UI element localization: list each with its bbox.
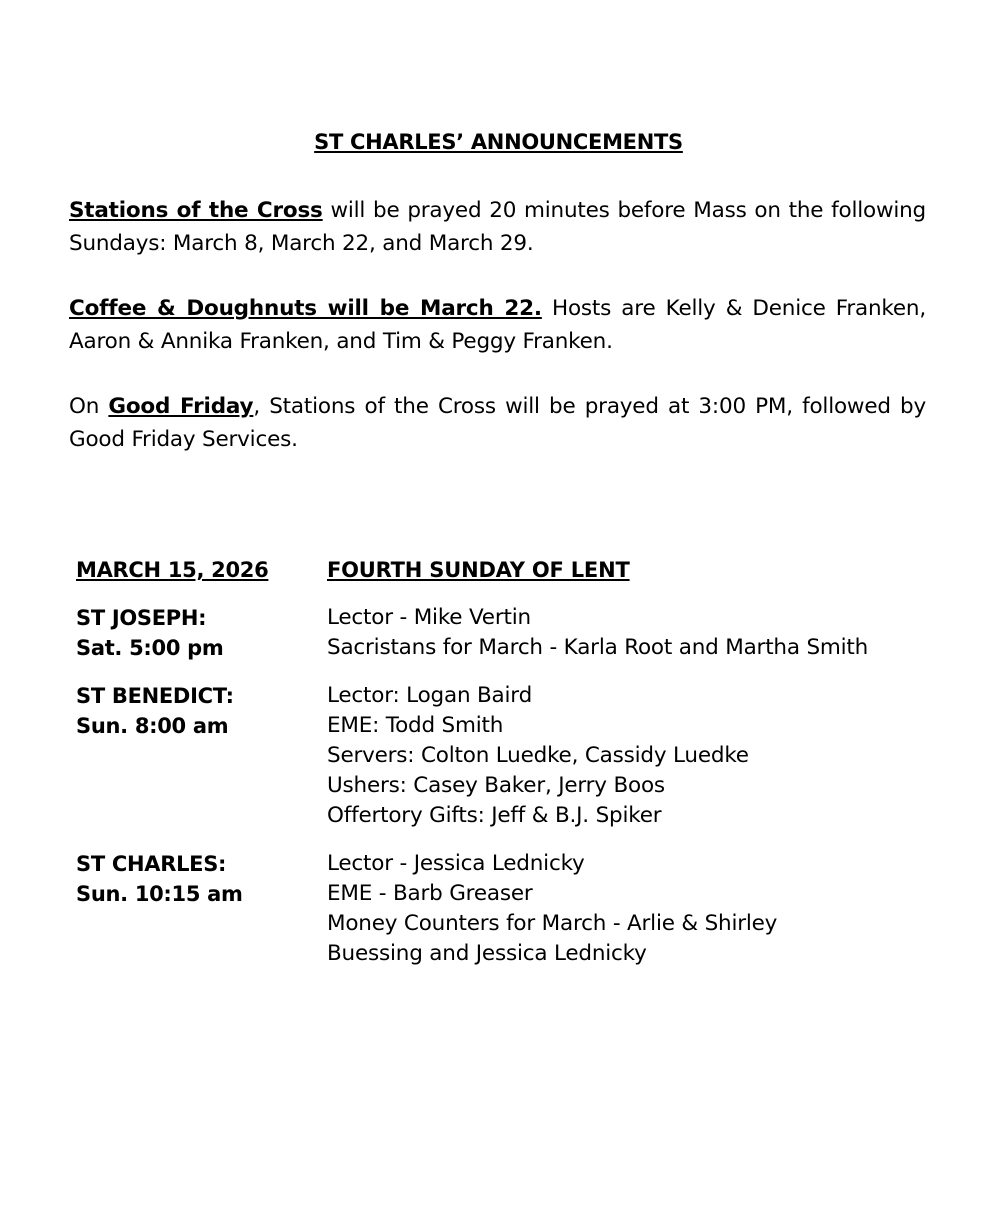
announcement-good-friday — [69, 390, 926, 456]
assignment-line: Lector: Logan Baird — [327, 683, 533, 708]
entry-parish: ST BENEDICT: — [76, 684, 234, 708]
entry-assignments — [327, 681, 936, 831]
announcement-heading: Good Friday — [108, 394, 254, 419]
announcement-heading: Stations of the Cross — [69, 198, 323, 223]
entry-assignments — [327, 849, 936, 969]
assignment-line: Sacristans for March - Karla Root and Martha Smith — [327, 635, 869, 660]
entry-parish-time — [76, 681, 327, 831]
announcement-prefix: On — [69, 394, 109, 419]
assignment-line: Lector - Jessica Lednicky — [327, 851, 585, 876]
assignment-line: Offertory Gifts: Jeff & B.J. Spiker — [327, 803, 662, 828]
entry-parish: ST JOSEPH: — [76, 606, 207, 630]
entry-parish-time — [76, 849, 327, 969]
schedule-date: MARCH 15, 2026 — [76, 558, 269, 582]
entry-assignments — [327, 603, 936, 663]
assignment-line: Lector - Mike Vertin — [327, 605, 531, 630]
assignment-line: Ushers: Casey Baker, Jerry Boos — [327, 773, 665, 798]
schedule-entry-st-joseph — [76, 603, 936, 663]
schedule-occasion: FOURTH SUNDAY OF LENT — [327, 558, 630, 582]
announcement-heading: Coffee & Doughnuts will be March 22. — [69, 296, 542, 321]
schedule-entry-st-benedict — [76, 681, 936, 831]
announcement-stations — [69, 194, 926, 260]
entry-parish-time — [76, 603, 327, 663]
assignment-line: EME - Barb Greaser — [327, 881, 533, 906]
announcement-text: Hosts are Kelly & Denice Franken, Aaron & Annika Franken, and Tim & Peggy Franken. — [69, 296, 926, 354]
announcement-text: will be prayed 20 minutes before Mass on the following Sundays: March 8, March 22, and March 29. — [69, 198, 926, 256]
schedule-header — [76, 555, 936, 585]
page-title: ST CHARLES’ ANNOUNCEMENTS — [314, 130, 683, 154]
assignment-line: Buessing and Jessica Lednicky — [327, 941, 647, 966]
assignment-line: Servers: Colton Luedke, Cassidy Luedke — [327, 743, 749, 768]
announcement-text: , Stations of the Cross will be prayed at 3:00 PM, followed by Good Friday Services. — [69, 394, 926, 452]
assignment-line: EME: Todd Smith — [327, 713, 504, 738]
mass-schedule — [76, 555, 936, 987]
entry-time: Sun. 8:00 am — [76, 714, 229, 738]
announcement-coffee — [69, 292, 926, 358]
entry-time: Sun. 10:15 am — [76, 882, 243, 906]
schedule-entry-st-charles — [76, 849, 936, 969]
entry-time: Sat. 5:00 pm — [76, 636, 224, 660]
entry-parish: ST CHARLES: — [76, 852, 227, 876]
assignment-line: Money Counters for March - Arlie & Shirley — [327, 911, 778, 936]
